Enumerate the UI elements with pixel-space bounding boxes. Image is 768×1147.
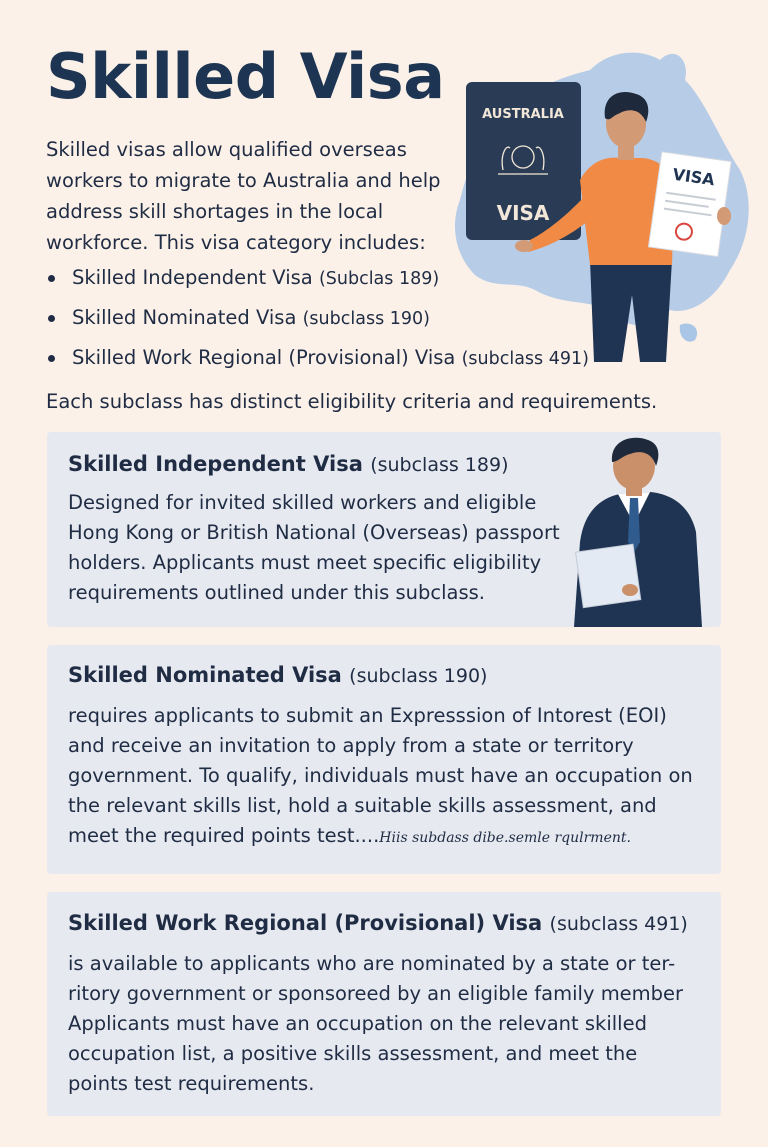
intro-includes: includes: [338, 231, 426, 254]
card-title-subclass: (subclass 189) [370, 454, 509, 476]
card-body-small-print: Hiis subdass dibe.semle rqulrment. [379, 830, 631, 846]
card-title-name: Skilled Work Regional (Provisional) Visa [68, 911, 543, 935]
card-title-subclass: (subclass 491) [549, 913, 688, 935]
card-title [68, 452, 509, 476]
hero-illustration [440, 40, 760, 370]
paper-icon [576, 544, 641, 608]
bullet-subclass: (Subclas 189) [318, 269, 440, 289]
visa-document-icon [648, 152, 731, 257]
page-title: Skilled Visa [46, 40, 445, 113]
bullet-name: Skilled Work Regional (Provisional) Visa [72, 346, 456, 369]
card-title [68, 663, 487, 687]
passport-visa-label: VISA [496, 201, 550, 225]
bullet-name: Skilled Nominated Visa [72, 306, 297, 329]
bullet-subclass: (subclass 190) [302, 309, 430, 329]
card-title [68, 911, 688, 935]
businessman-illustration [570, 432, 721, 627]
passport-country: AUSTRALIA [482, 107, 564, 122]
card-skilled-work-regional [47, 892, 721, 1116]
bullet-subclass: (subclass 491) [461, 349, 589, 369]
card-title-name: Skilled Nominated Visa [68, 663, 342, 687]
card-title-name: Skilled Independent Visa [68, 452, 363, 476]
bullet-name: Skilled Independent Visa [72, 266, 313, 289]
intro-text: Skilled visas allow qualified overseas workers to migrate to Australia and help address skill shortages in the local workforce. This visa category [46, 138, 441, 254]
card-skilled-nominated [47, 645, 721, 874]
card-body-text: requires applicants to submit an Expresssion of Intorest (EOI) and receive an invitation to apply from a state or territory government. To qualify, individuals must have an occupation on the relevant skills list, hold a suitable skills assessment, and meet the required points test.... [68, 704, 693, 847]
visa-document-label: VISA [671, 164, 716, 190]
card-body: Designed for invited skilled workers and eligible Hong Kong or British National (Overseas) passport holders. Applicants must meet specific eligibility requirements outlined under this subclass. [68, 491, 560, 604]
card-body: is available to applicants who are nominated by a state or ter- ritory government or sponsoreed by an eligible family member Applicants must have an occupation on the relevant skilled occupation list, a positive skills assessment, and meet the points test requirements. [68, 952, 684, 1095]
intro-paragraph [46, 134, 446, 258]
card-body [68, 701, 708, 853]
summary-text: Each subclass has distinct eligibility criteria and requirements. [46, 390, 658, 413]
card-title-subclass: (subclass 190) [349, 665, 488, 687]
necktie [628, 498, 640, 552]
